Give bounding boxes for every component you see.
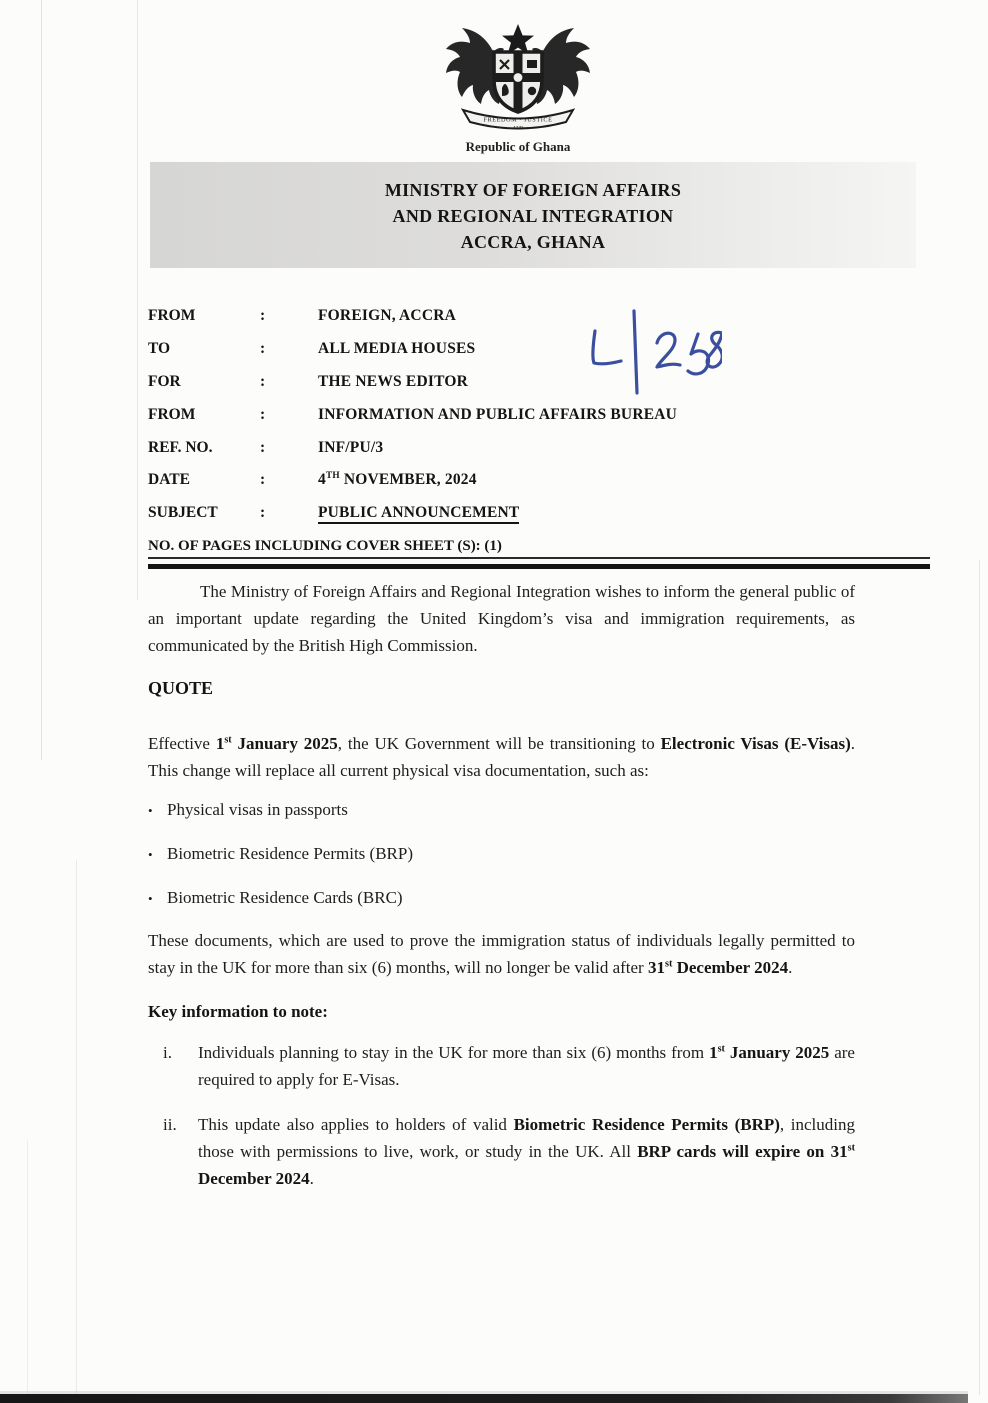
- memo-row-from-1: [148, 300, 930, 333]
- list-item: [148, 1111, 855, 1192]
- scan-edge-bar: [0, 1394, 968, 1403]
- list-item: [148, 1039, 855, 1093]
- bullet-text: Physical visas in passports: [167, 800, 348, 819]
- svg-text:FREEDOM · JUSTICE: FREEDOM · JUSTICE: [483, 116, 553, 124]
- memo-row-subject: [148, 497, 930, 530]
- memo-row-to: [148, 333, 930, 366]
- memo-header-fields: [148, 300, 930, 530]
- field-colon: :: [260, 438, 266, 456]
- ministry-header-banner: [150, 162, 916, 268]
- emblem-caption: Republic of Ghana: [465, 139, 571, 154]
- ministry-location-line: ACCRA, GHANA: [460, 232, 606, 252]
- ministry-name-line-1: MINISTRY OF FOREIGN AFFAIRS: [384, 180, 682, 200]
- bullet-icon: •: [148, 847, 153, 862]
- bullet-item: [148, 884, 855, 912]
- list-marker: i.: [163, 1043, 172, 1062]
- field-colon: :: [260, 340, 266, 358]
- field-colon: :: [260, 405, 266, 423]
- bullet-item: [148, 840, 855, 868]
- field-colon: :: [260, 504, 266, 522]
- field-value: PUBLIC ANNOUNCEMENT: [318, 504, 519, 522]
- effective-date-paragraph: Effective 1st January 2025, the UK Government will be transitioning to Electronic Visas (E-Visas). This change will replace all current physical visa documentation, such as:: [148, 734, 855, 780]
- list-marker: ii.: [163, 1115, 177, 1134]
- scan-artifact-line: [27, 1140, 28, 1395]
- announcement-body: [148, 578, 855, 1192]
- ghana-coat-of-arms-icon: [443, 22, 593, 138]
- list-item-text: Individuals planning to stay in the UK for more than six (6) months from 1st January 2025 are required to apply for E-Visas.: [198, 1043, 855, 1089]
- field-label: FROM: [148, 405, 196, 423]
- bullet-item: [148, 796, 855, 824]
- field-value: INF/PU/3: [318, 438, 384, 456]
- field-value: THE NEWS EDITOR: [318, 372, 469, 390]
- field-label: SUBJECT: [148, 504, 218, 522]
- intro-paragraph: The Ministry of Foreign Affairs and Regional Integration wishes to inform the general public of an important update regarding the United Kingdom’s visa and immigration requirements, as communicated by the British High Commission.: [148, 582, 855, 655]
- field-value: 4TH NOVEMBER, 2024: [318, 471, 477, 489]
- pages-note: NO. OF PAGES INCLUDING COVER SHEET (S): (1): [148, 538, 502, 554]
- field-value: FOREIGN, ACCRA: [318, 307, 457, 325]
- scan-artifact-line: [979, 560, 980, 1395]
- bullet-icon: •: [148, 803, 153, 818]
- field-colon: :: [260, 471, 266, 489]
- quote-heading: QUOTE: [148, 678, 214, 698]
- field-colon: :: [260, 372, 266, 390]
- thin-rule: [148, 557, 930, 559]
- field-label: DATE: [148, 471, 190, 489]
- field-value: INFORMATION AND PUBLIC AFFAIRS BUREAU: [318, 405, 678, 423]
- field-label: REF. NO.: [148, 438, 213, 456]
- bullet-icon: •: [148, 891, 153, 906]
- scan-artifact-line: [41, 0, 42, 760]
- memo-row-for: [148, 366, 930, 399]
- scan-artifact-line: [137, 0, 138, 600]
- scan-artifact-line: [76, 860, 77, 1395]
- field-value: ALL MEDIA HOUSES: [318, 340, 476, 358]
- pages-note-section: [148, 537, 930, 569]
- list-item-text: This update also applies to holders of valid Biometric Residence Permits (BRP), including those with permissions to live, work, or study in the UK. All BRP cards will expire on 31st December 2024.: [198, 1115, 855, 1188]
- bullet-text: Biometric Residence Permits (BRP): [167, 844, 413, 863]
- field-label: FOR: [148, 372, 181, 390]
- validity-paragraph: These documents, which are used to prove the immigration status of individuals legally permitted to stay in the UK for more than six (6) months, will no longer be valid after 31st December 2024.: [148, 931, 855, 977]
- memo-row-from-2: [148, 398, 930, 431]
- svg-text:AND: AND: [512, 126, 524, 132]
- memo-row-ref-no: [148, 431, 930, 464]
- key-information-heading: Key information to note:: [148, 1002, 328, 1021]
- field-colon: :: [260, 307, 266, 325]
- black-star-icon: [502, 24, 534, 55]
- ministry-name-line-2: AND REGIONAL INTEGRATION: [392, 206, 674, 226]
- field-label: FROM: [148, 307, 196, 325]
- memo-row-date: [148, 464, 930, 497]
- bullet-text: Biometric Residence Cards (BRC): [167, 888, 403, 907]
- field-label: TO: [148, 340, 171, 358]
